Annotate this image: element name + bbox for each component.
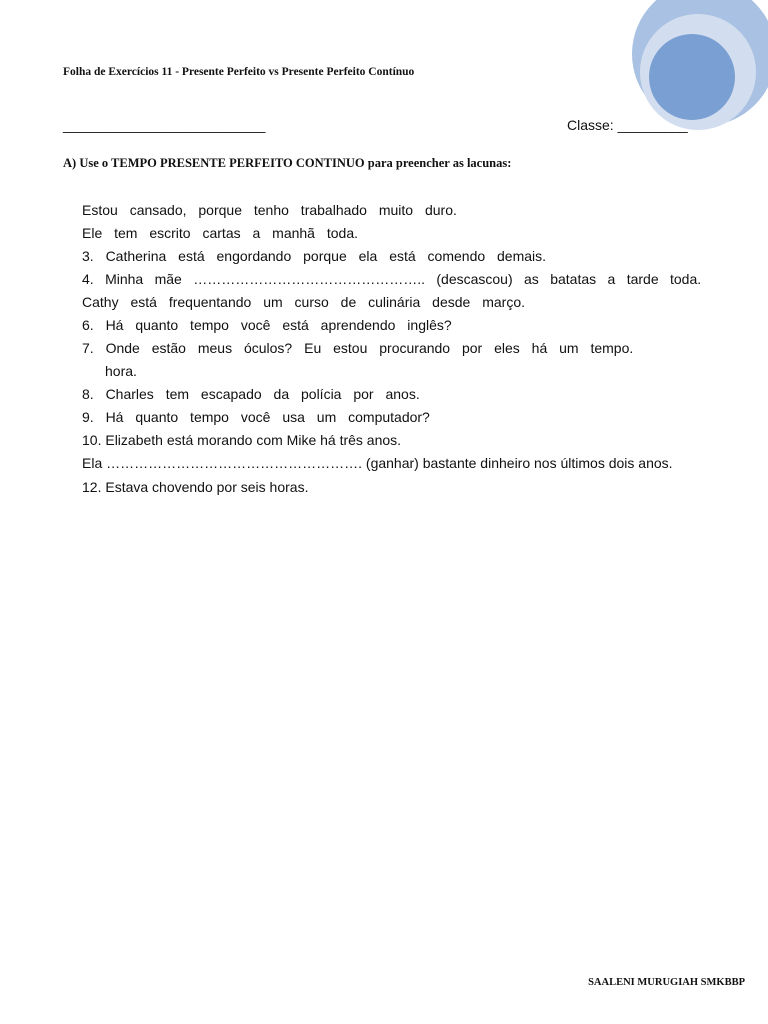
exercise-line: 8. Charles tem escapado da polícia por anos.: [82, 386, 420, 402]
exercise-line: Ele tem escrito cartas a manhã toda.: [82, 225, 358, 241]
name-blank: __________________________: [63, 117, 266, 133]
inner-circle: [649, 34, 735, 120]
exercise-line: Cathy está frequentando um curso de culinária desde março.: [82, 294, 525, 310]
worksheet-title: Folha de Exercícios 11 - Presente Perfeito vs Presente Perfeito Contínuo: [63, 66, 415, 78]
exercise-line: 9. Há quanto tempo você usa um computador?: [82, 409, 430, 425]
section-heading: A) Use o TEMPO PRESENTE PERFEITO CONTINUO para preencher as lacunas:: [63, 156, 512, 170]
exercise-line: 10. Elizabeth está morando com Mike há três anos.: [82, 432, 402, 448]
exercise-line: 3. Catherina está engordando porque ela está comendo demais.: [82, 248, 547, 264]
author-footer: SAALENI MURUGIAH SMKBBP: [588, 977, 745, 988]
exercise-line: 6. Há quanto tempo você está aprendendo inglês?: [82, 317, 452, 333]
exercise-line: 12. Estava chovendo por seis horas.: [82, 479, 309, 495]
exercise-line: Estou cansado, porque tenho trabalhado muito duro.: [82, 202, 457, 218]
exercise-line: 4. Minha mãe ………………………………………….. (descascou) as batatas a tarde toda.: [82, 271, 702, 287]
exercise-line: 7. Onde estão meus óculos? Eu estou procurando por eles há um tempo.: [82, 340, 634, 356]
exercise-line: hora.: [105, 363, 137, 379]
exercise-line: Ela ………………………………………………. (ganhar) bastante dinheiro nos últimos dois anos.: [82, 455, 673, 471]
decorative-circles: [0, 0, 768, 130]
class-label: Classe: _________: [567, 117, 688, 133]
